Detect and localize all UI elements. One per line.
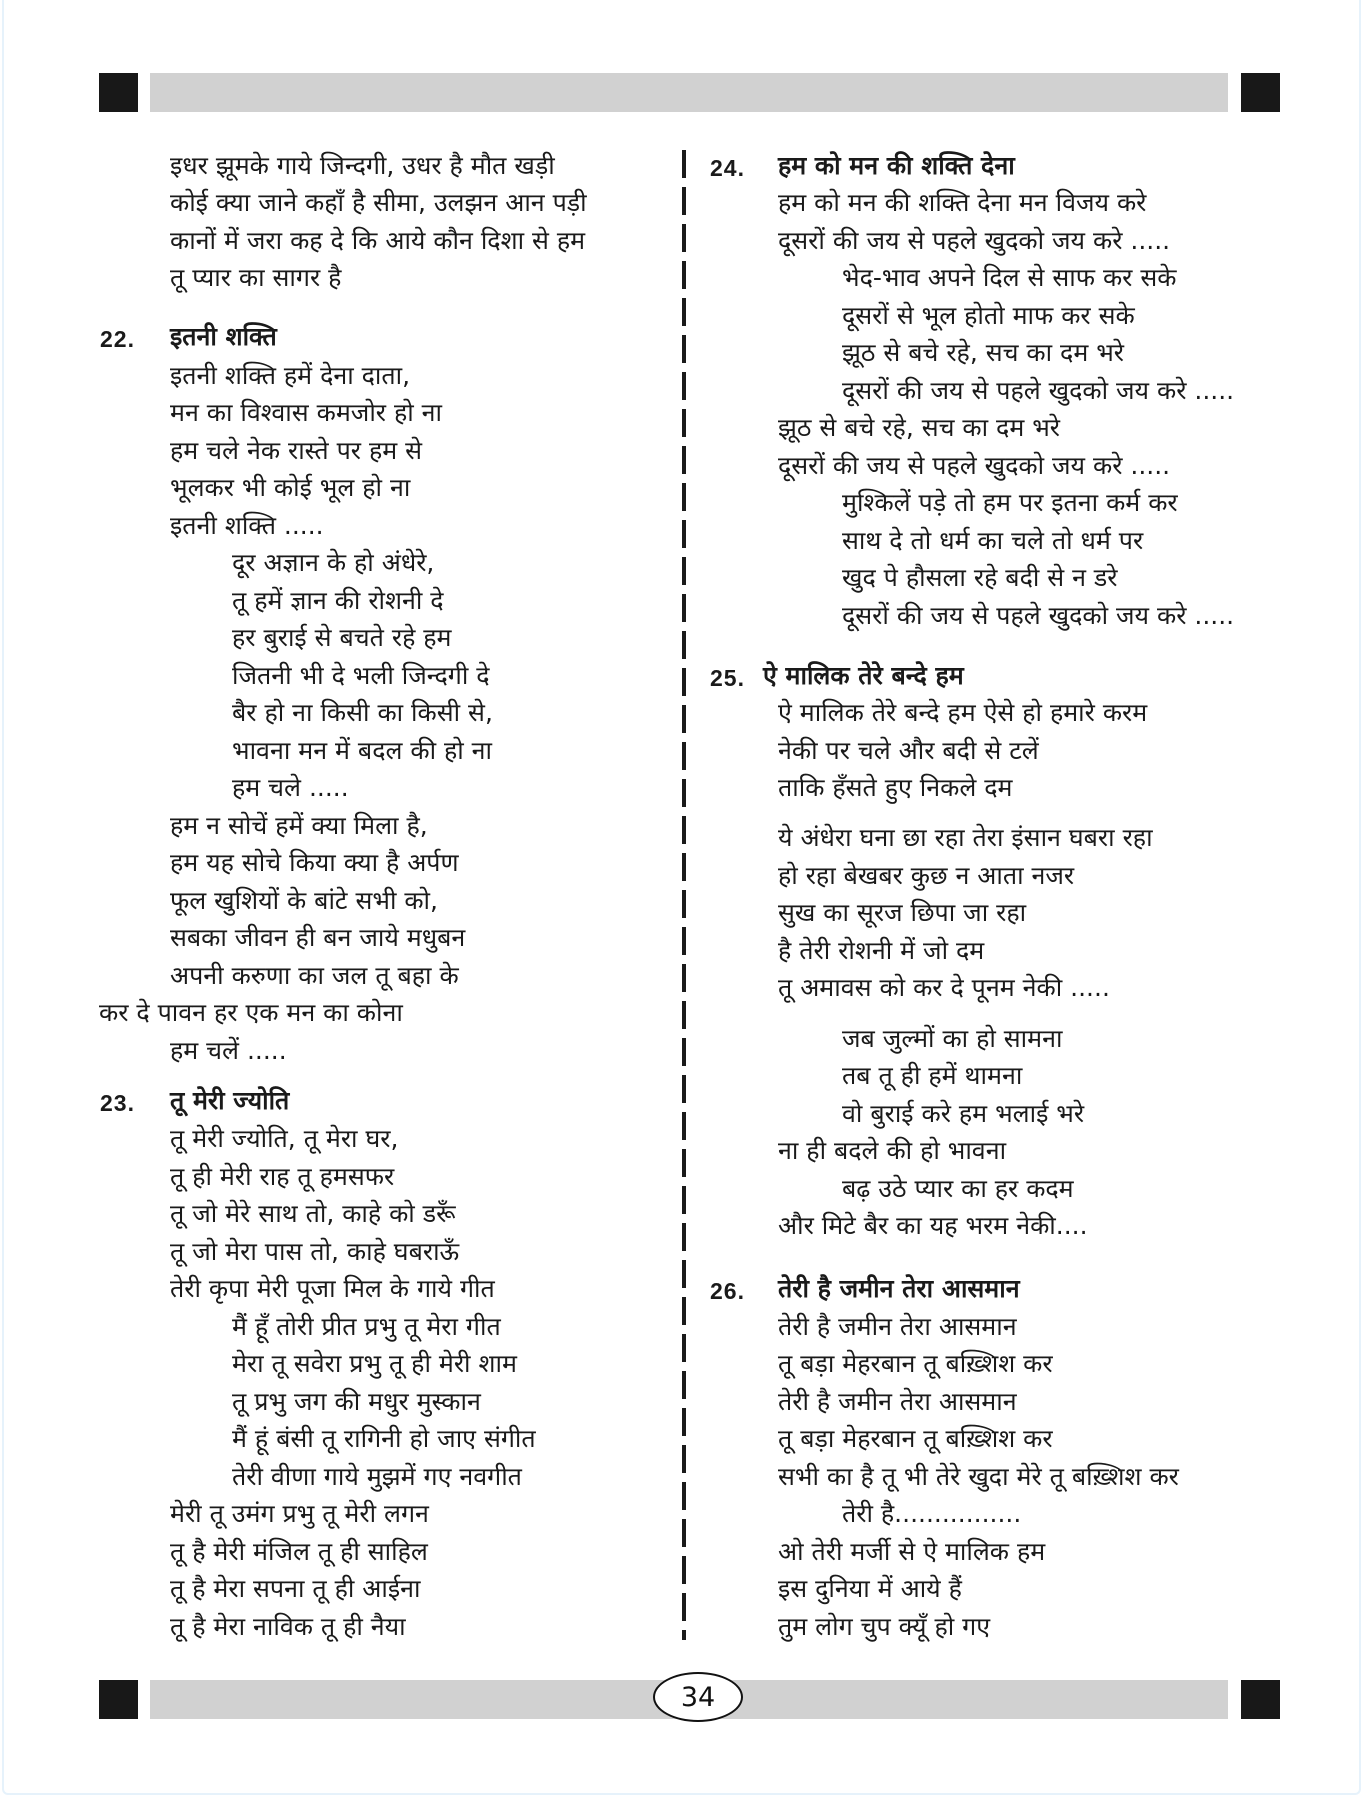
lyric-line: सभी का है तू भी तेरे खुदा मेरे तू बख़्शिश कर bbox=[778, 1462, 1179, 1491]
lyric-line: सबका जीवन ही बन जाये मधुबन bbox=[170, 923, 466, 952]
lyric-line: ये अंधेरा घना छा रहा तेरा इंसान घबरा रहा bbox=[778, 823, 1153, 852]
lyric-line: दूसरों की जय से पहले खुदको जय करे ..... bbox=[842, 601, 1235, 630]
lyric-line: तू मेरी ज्योति, तू मेरा घर, bbox=[170, 1124, 399, 1153]
lyric-line: कोई क्या जाने कहाँ है सीमा, उलझन आन पड़ी bbox=[170, 188, 587, 217]
lyric-line: इस दुनिया में आये हैं bbox=[778, 1574, 962, 1603]
lyric-line: इतनी शक्ति हमें देना दाता, bbox=[170, 361, 411, 390]
lyric-line: हर बुराई से बचते रहे हम bbox=[232, 623, 452, 652]
lyric-line: कर दे पावन हर एक मन का कोना bbox=[99, 998, 403, 1027]
lyric-line: और मिटे बैर का यह भरम नेकी.... bbox=[778, 1211, 1088, 1240]
lyric-line: हम चलें ..... bbox=[170, 1036, 287, 1065]
song-number: 26. bbox=[710, 1278, 745, 1304]
lyric-line: तू अमावस को कर दे पूनम नेकी ..... bbox=[778, 973, 1110, 1002]
lyric-line: सुख का सूरज छिपा जा रहा bbox=[778, 898, 1027, 927]
header-right-square bbox=[1241, 73, 1280, 112]
lyric-line: तेरी है जमीन तेरा आसमान bbox=[778, 1312, 1017, 1341]
lyric-line: तेरी वीणा गाये मुझमें गए नवगीत bbox=[232, 1462, 522, 1491]
lyric-line: भावना मन में बदल की हो ना bbox=[232, 736, 493, 765]
lyric-line: मेरा तू सवेरा प्रभु तू ही मेरी शाम bbox=[232, 1349, 517, 1378]
lyric-line: बैर हो ना किसी का किसी से, bbox=[232, 698, 493, 727]
lyric-line: झूठ से बचे रहे, सच का दम भरे bbox=[778, 413, 1061, 442]
lyric-line: ना ही बदले की हो भावना bbox=[778, 1136, 1007, 1165]
lyric-line: तब तू ही हमें थामना bbox=[842, 1061, 1023, 1090]
lyric-line: तू हमें ज्ञान की रोशनी दे bbox=[232, 586, 444, 615]
lyric-line: हम को मन की शक्ति देना मन विजय करे bbox=[778, 188, 1147, 217]
lyric-line: तेरी है................ bbox=[842, 1499, 1022, 1528]
header-bar bbox=[150, 73, 1228, 112]
lyric-line: है तेरी रोशनी में जो दम bbox=[778, 936, 985, 965]
lyric-line: मेरी तू उमंग प्रभु तू मेरी लगन bbox=[170, 1499, 429, 1528]
lyric-line: हम न सोचें हमें क्या मिला है, bbox=[170, 811, 428, 840]
lyric-line: ऐ मालिक तेरे बन्दे हम ऐसे हो हमारे करम bbox=[778, 698, 1148, 727]
song-title: तेरी है जमीन तेरा आसमान bbox=[778, 1274, 1020, 1303]
lyric-line: तू है मेरी मंजिल तू ही साहिल bbox=[170, 1537, 428, 1566]
lyric-line: इतनी शक्ति ..... bbox=[170, 511, 324, 540]
lyric-line: तुम लोग चुप क्यूँ हो गए bbox=[778, 1612, 991, 1641]
lyric-line: बढ़ उठे प्यार का हर कदम bbox=[842, 1174, 1074, 1203]
lyric-line: वो बुराई करे हम भलाई भरे bbox=[842, 1099, 1085, 1128]
lyric-line: तू जो मेरे साथ तो, काहे को डरूँ bbox=[170, 1199, 456, 1228]
lyric-line: फूल खुशियों के बांटे सभी को, bbox=[170, 886, 438, 915]
lyric-line: तू है मेरा नाविक तू ही नैया bbox=[170, 1612, 406, 1641]
lyric-line: तेरी कृपा मेरी पूजा मिल के गाये गीत bbox=[170, 1274, 495, 1303]
lyric-line: जब जुल्मों का हो सामना bbox=[842, 1024, 1063, 1053]
lyric-line: मन का विश्वास कमजोर हो ना bbox=[170, 398, 443, 427]
lyric-line: कानों में जरा कह दे कि आये कौन दिशा से हम bbox=[170, 226, 586, 255]
lyric-line: ताकि हँसते हुए निकले दम bbox=[778, 773, 1013, 802]
footer-right-square bbox=[1241, 1680, 1280, 1719]
header-left-square bbox=[99, 73, 138, 112]
lyric-line: दूसरों की जय से पहले खुदको जय करे ..... bbox=[778, 226, 1171, 255]
lyric-line: तू प्यार का सागर है bbox=[170, 263, 342, 292]
lyric-line: इधर झूमके गाये जिन्दगी, उधर है मौत खड़ी bbox=[170, 151, 555, 180]
lyric-line: साथ दे तो धर्म का चले तो धर्म पर bbox=[842, 526, 1144, 555]
song-number: 23. bbox=[100, 1090, 135, 1116]
lyric-line: हम चले नेक रास्ते पर हम से bbox=[170, 436, 423, 465]
lyric-line: झूठ से बचे रहे, सच का दम भरे bbox=[842, 338, 1125, 367]
lyric-line: हम चले ..... bbox=[232, 773, 349, 802]
lyric-line: हम यह सोचे किया क्या है अर्पण bbox=[170, 848, 459, 877]
lyric-line: नेकी पर चले और बदी से टलें bbox=[778, 736, 1039, 765]
song-title: हम को मन की शक्ति देना bbox=[778, 151, 1015, 180]
lyric-line: मुश्किलें पड़े तो हम पर इतना कर्म कर bbox=[842, 488, 1178, 517]
lyric-line: दूसरों से भूल होतो माफ कर सके bbox=[842, 301, 1135, 330]
lyric-line: तू बड़ा मेहरबान तू बख़्शिश कर bbox=[778, 1424, 1053, 1453]
lyric-line: दूसरों की जय से पहले खुदको जय करे ..... bbox=[842, 376, 1235, 405]
lyric-line: अपनी करुणा का जल तू बहा के bbox=[170, 961, 459, 990]
lyric-line: तू प्रभु जग की मधुर मुस्कान bbox=[232, 1387, 481, 1416]
lyric-line: तू बड़ा मेहरबान तू बख़्शिश कर bbox=[778, 1349, 1053, 1378]
page-number: 34 bbox=[653, 1672, 743, 1722]
song-title: तू मेरी ज्योति bbox=[170, 1086, 290, 1115]
lyric-line: भेद-भाव अपने दिल से साफ कर सके bbox=[842, 263, 1177, 292]
lyric-line: मैं हूं बंसी तू रागिनी हो जाए संगीत bbox=[232, 1424, 536, 1453]
song-number: 22. bbox=[100, 326, 135, 352]
lyric-line: तू जो मेरा पास तो, काहे घबराऊँ bbox=[170, 1237, 460, 1266]
lyric-line: ओ तेरी मर्जी से ऐ मालिक हम bbox=[778, 1537, 1046, 1566]
lyric-line: दूसरों की जय से पहले खुदको जय करे ..... bbox=[778, 451, 1171, 480]
column-divider bbox=[682, 150, 686, 1640]
song-number: 25. bbox=[710, 665, 745, 691]
song-number: 24. bbox=[710, 155, 745, 181]
lyric-line: खुद पे हौसला रहे बदी से न डरे bbox=[842, 563, 1118, 592]
lyric-line: हो रहा बेखबर कुछ न आता नजर bbox=[778, 861, 1075, 890]
lyric-line: जितनी भी दे भली जिन्दगी दे bbox=[232, 661, 490, 690]
lyric-line: तू ही मेरी राह तू हमसफर bbox=[170, 1162, 395, 1191]
lyric-line: भूलकर भी कोई भूल हो ना bbox=[170, 473, 411, 502]
song-title: इतनी शक्ति bbox=[170, 322, 277, 351]
lyric-line: तू है मेरा सपना तू ही आईना bbox=[170, 1574, 421, 1603]
lyric-line: दूर अज्ञान के हो अंधेरे, bbox=[232, 548, 435, 577]
song-title: ऐ मालिक तेरे बन्दे हम bbox=[763, 661, 964, 690]
footer-left-square bbox=[99, 1680, 138, 1719]
lyric-line: तेरी है जमीन तेरा आसमान bbox=[778, 1387, 1017, 1416]
lyric-line: मैं हूँ तोरी प्रीत प्रभु तू मेरा गीत bbox=[232, 1312, 501, 1341]
